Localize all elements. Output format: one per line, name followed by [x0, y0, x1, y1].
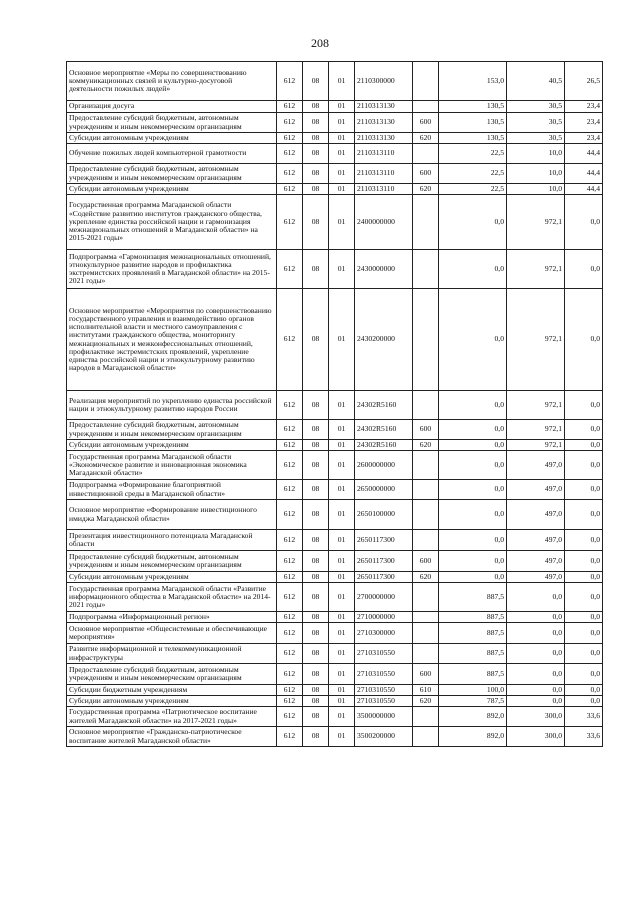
table-row: [67, 707, 603, 727]
cell-admin-code: 612: [277, 707, 303, 727]
cell-section: 08: [303, 164, 329, 184]
cell-name: Основное мероприятие «Формирование инвестиционного имиджа Магаданской области»: [67, 500, 277, 530]
cell-amount-2: 497,0: [507, 530, 565, 551]
cell-name: Субсидии автономным учреждениям: [67, 696, 277, 707]
cell-admin-code: 612: [277, 133, 303, 144]
cell-expense-type: 600: [413, 551, 439, 572]
cell-amount-1: 130,5: [439, 113, 507, 133]
table-row: [67, 101, 603, 113]
cell-expense-type: [413, 289, 439, 391]
cell-expense-type: [413, 451, 439, 480]
cell-amount-3: 0,0: [565, 480, 603, 500]
cell-amount-3: 0,0: [565, 250, 603, 289]
cell-amount-3: 0,0: [565, 530, 603, 551]
cell-admin-code: 612: [277, 62, 303, 101]
cell-subsection: 01: [329, 644, 355, 664]
cell-expense-type: [413, 480, 439, 500]
cell-name: Государственная программа «Патриотическое воспитание жителей Магаданской области» на 2017-2021 годы»: [67, 707, 277, 727]
cell-expense-type: 620: [413, 440, 439, 451]
cell-amount-1: 887,5: [439, 664, 507, 685]
cell-admin-code: 612: [277, 530, 303, 551]
cell-amount-1: 22,5: [439, 164, 507, 184]
cell-target-article: 2600000000: [355, 451, 413, 480]
cell-section: 08: [303, 685, 329, 696]
cell-expense-type: [413, 530, 439, 551]
table-row: [67, 451, 603, 480]
cell-amount-1: 0,0: [439, 391, 507, 420]
table-row: [67, 184, 603, 195]
cell-subsection: 01: [329, 583, 355, 612]
cell-section: 08: [303, 623, 329, 644]
cell-subsection: 01: [329, 572, 355, 583]
cell-amount-2: 0,0: [507, 685, 565, 696]
cell-target-article: 2110313110: [355, 164, 413, 184]
cell-section: 08: [303, 62, 329, 101]
cell-subsection: 01: [329, 144, 355, 164]
cell-expense-type: 620: [413, 184, 439, 195]
cell-expense-type: 620: [413, 572, 439, 583]
table-row: [67, 623, 603, 644]
cell-section: 08: [303, 184, 329, 195]
cell-amount-3: 33,6: [565, 707, 603, 727]
cell-amount-3: 0,0: [565, 500, 603, 530]
cell-amount-1: 130,5: [439, 101, 507, 113]
table-row: [67, 164, 603, 184]
cell-name: Подпрограмма «Гармонизация межнациональных отношений, этнокультурное развитие народов и профилактика экстремистских проявлений в Магаданской области» на 2015-2021 годы»: [67, 250, 277, 289]
cell-amount-1: 130,5: [439, 133, 507, 144]
table-row: [67, 113, 603, 133]
cell-amount-2: 10,0: [507, 184, 565, 195]
cell-admin-code: 612: [277, 572, 303, 583]
cell-amount-2: 972,1: [507, 195, 565, 250]
table-row: [67, 685, 603, 696]
cell-amount-2: 0,0: [507, 664, 565, 685]
table-row: [67, 530, 603, 551]
cell-amount-3: 0,0: [565, 451, 603, 480]
cell-amount-2: 10,0: [507, 144, 565, 164]
cell-target-article: 2110313110: [355, 144, 413, 164]
cell-expense-type: 600: [413, 420, 439, 440]
cell-section: 08: [303, 551, 329, 572]
cell-target-article: 2650117300: [355, 572, 413, 583]
table-row: [67, 664, 603, 685]
cell-amount-3: 0,0: [565, 195, 603, 250]
cell-name: Презентация инвестиционного потенциала Магаданской области: [67, 530, 277, 551]
cell-amount-1: 0,0: [439, 250, 507, 289]
cell-admin-code: 612: [277, 685, 303, 696]
cell-section: 08: [303, 113, 329, 133]
cell-amount-1: 0,0: [439, 530, 507, 551]
cell-admin-code: 612: [277, 184, 303, 195]
cell-amount-2: 0,0: [507, 612, 565, 623]
cell-subsection: 01: [329, 250, 355, 289]
cell-section: 08: [303, 530, 329, 551]
cell-admin-code: 612: [277, 623, 303, 644]
cell-amount-3: 0,0: [565, 551, 603, 572]
cell-amount-3: 23,4: [565, 133, 603, 144]
cell-admin-code: 612: [277, 480, 303, 500]
cell-subsection: 01: [329, 707, 355, 727]
cell-section: 08: [303, 664, 329, 685]
cell-name: Развитие информационной и телекоммуникационной инфраструктуры: [67, 644, 277, 664]
cell-subsection: 01: [329, 420, 355, 440]
cell-admin-code: 612: [277, 113, 303, 133]
cell-admin-code: 612: [277, 289, 303, 391]
cell-target-article: 24302R5160: [355, 440, 413, 451]
cell-section: 08: [303, 289, 329, 391]
cell-expense-type: 620: [413, 133, 439, 144]
table-row: [67, 500, 603, 530]
cell-expense-type: 600: [413, 164, 439, 184]
cell-expense-type: [413, 583, 439, 612]
cell-section: 08: [303, 133, 329, 144]
cell-amount-1: 0,0: [439, 289, 507, 391]
cell-amount-1: 0,0: [439, 451, 507, 480]
cell-target-article: 2710000000: [355, 612, 413, 623]
cell-target-article: 2110300000: [355, 62, 413, 101]
cell-expense-type: [413, 195, 439, 250]
cell-amount-2: 40,5: [507, 62, 565, 101]
cell-subsection: 01: [329, 623, 355, 644]
cell-amount-1: 887,5: [439, 612, 507, 623]
cell-admin-code: 612: [277, 500, 303, 530]
cell-name: Основное мероприятие «Общесистемные и обеспечивающие мероприятия»: [67, 623, 277, 644]
cell-amount-3: 0,0: [565, 420, 603, 440]
table-row: [67, 144, 603, 164]
cell-subsection: 01: [329, 289, 355, 391]
cell-section: 08: [303, 500, 329, 530]
cell-amount-3: 33,6: [565, 727, 603, 747]
cell-expense-type: [413, 623, 439, 644]
cell-admin-code: 612: [277, 612, 303, 623]
cell-amount-1: 0,0: [439, 420, 507, 440]
cell-subsection: 01: [329, 480, 355, 500]
cell-subsection: 01: [329, 696, 355, 707]
cell-expense-type: [413, 707, 439, 727]
cell-target-article: 2650000000: [355, 480, 413, 500]
table-row: [67, 583, 603, 612]
cell-subsection: 01: [329, 184, 355, 195]
cell-name: Государственная программа Магаданской области «Содействие развитию институтов гражданского общества, укрепление единства российской нации и гармонизация межнациональных отношений в Магаданской области» на 2015-2021 годы»: [67, 195, 277, 250]
cell-expense-type: 610: [413, 685, 439, 696]
table-row: [67, 644, 603, 664]
table-row: [67, 551, 603, 572]
cell-admin-code: 612: [277, 727, 303, 747]
cell-amount-3: 0,0: [565, 685, 603, 696]
cell-admin-code: 612: [277, 391, 303, 420]
cell-amount-1: 153,0: [439, 62, 507, 101]
cell-expense-type: [413, 101, 439, 113]
cell-amount-1: 787,5: [439, 696, 507, 707]
cell-amount-3: 0,0: [565, 572, 603, 583]
cell-amount-2: 972,1: [507, 440, 565, 451]
cell-name: Субсидии бюджетным учреждениям: [67, 685, 277, 696]
cell-admin-code: 612: [277, 195, 303, 250]
cell-admin-code: 612: [277, 164, 303, 184]
table-row: [67, 727, 603, 747]
cell-section: 08: [303, 583, 329, 612]
cell-name: Предоставление субсидий бюджетным, автономным учреждениям и иным некоммерческим организациям: [67, 420, 277, 440]
cell-name: Государственная программа Магаданской области «Экономическое развитие и инновационная экономика Магаданской области»: [67, 451, 277, 480]
cell-target-article: 2650117300: [355, 530, 413, 551]
cell-subsection: 01: [329, 451, 355, 480]
cell-amount-3: 23,4: [565, 101, 603, 113]
cell-amount-2: 30,5: [507, 113, 565, 133]
cell-expense-type: [413, 727, 439, 747]
cell-amount-3: 0,0: [565, 644, 603, 664]
cell-target-article: 2650100000: [355, 500, 413, 530]
cell-target-article: 2710310550: [355, 644, 413, 664]
cell-section: 08: [303, 440, 329, 451]
table-row: [67, 480, 603, 500]
cell-subsection: 01: [329, 391, 355, 420]
cell-amount-3: 0,0: [565, 289, 603, 391]
cell-amount-2: 972,1: [507, 391, 565, 420]
cell-amount-2: 0,0: [507, 696, 565, 707]
cell-amount-2: 300,0: [507, 707, 565, 727]
cell-target-article: 2700000000: [355, 583, 413, 612]
cell-amount-3: 0,0: [565, 391, 603, 420]
cell-section: 08: [303, 572, 329, 583]
cell-target-article: 2710310550: [355, 696, 413, 707]
cell-admin-code: 612: [277, 696, 303, 707]
cell-subsection: 01: [329, 500, 355, 530]
cell-target-article: 2430200000: [355, 289, 413, 391]
cell-name: Субсидии автономным учреждениям: [67, 184, 277, 195]
cell-admin-code: 612: [277, 144, 303, 164]
cell-expense-type: 620: [413, 696, 439, 707]
cell-section: 08: [303, 644, 329, 664]
cell-amount-3: 0,0: [565, 440, 603, 451]
cell-section: 08: [303, 144, 329, 164]
cell-admin-code: 612: [277, 664, 303, 685]
cell-amount-1: 0,0: [439, 500, 507, 530]
cell-subsection: 01: [329, 664, 355, 685]
table-row: [67, 391, 603, 420]
cell-amount-1: 0,0: [439, 480, 507, 500]
cell-amount-2: 497,0: [507, 500, 565, 530]
cell-amount-2: 497,0: [507, 451, 565, 480]
cell-target-article: 2710310550: [355, 664, 413, 685]
cell-subsection: 01: [329, 164, 355, 184]
cell-admin-code: 612: [277, 644, 303, 664]
cell-section: 08: [303, 391, 329, 420]
cell-name: Организация досуга: [67, 101, 277, 113]
cell-target-article: 2710300000: [355, 623, 413, 644]
cell-amount-1: 0,0: [439, 551, 507, 572]
cell-expense-type: 600: [413, 664, 439, 685]
cell-amount-1: 892,0: [439, 727, 507, 747]
table-row: [67, 612, 603, 623]
cell-name: Подпрограмма «Формирование благоприятной инвестиционной среды в Магаданской области»: [67, 480, 277, 500]
cell-amount-2: 10,0: [507, 164, 565, 184]
cell-amount-3: 0,0: [565, 696, 603, 707]
cell-admin-code: 612: [277, 551, 303, 572]
cell-expense-type: [413, 500, 439, 530]
table-row: [67, 133, 603, 144]
cell-amount-2: 972,1: [507, 420, 565, 440]
cell-subsection: 01: [329, 62, 355, 101]
cell-amount-2: 30,5: [507, 133, 565, 144]
cell-amount-2: 300,0: [507, 727, 565, 747]
table-row: [67, 420, 603, 440]
table-row: [67, 289, 603, 391]
cell-target-article: 2400000000: [355, 195, 413, 250]
cell-target-article: 3500000000: [355, 707, 413, 727]
cell-subsection: 01: [329, 530, 355, 551]
cell-section: 08: [303, 707, 329, 727]
cell-section: 08: [303, 101, 329, 113]
cell-target-article: 2430000000: [355, 250, 413, 289]
cell-name: Предоставление субсидий бюджетным, автономным учреждениям и иным некоммерческим организациям: [67, 113, 277, 133]
cell-amount-1: 887,5: [439, 644, 507, 664]
cell-expense-type: [413, 612, 439, 623]
cell-amount-1: 887,5: [439, 583, 507, 612]
cell-amount-3: 0,0: [565, 664, 603, 685]
cell-amount-2: 0,0: [507, 583, 565, 612]
table-row: [67, 250, 603, 289]
cell-section: 08: [303, 612, 329, 623]
cell-amount-1: 0,0: [439, 572, 507, 583]
cell-amount-1: 887,5: [439, 623, 507, 644]
cell-subsection: 01: [329, 551, 355, 572]
cell-subsection: 01: [329, 685, 355, 696]
page-number: 208: [311, 36, 329, 50]
cell-name: Реализация мероприятий по укреплению единства российской нации и этнокультурному развитию народов России: [67, 391, 277, 420]
cell-amount-2: 0,0: [507, 644, 565, 664]
cell-name: Основное мероприятие «Мероприятия по совершенствованию государственного управления и взаимодействию органов исполнительной власти и местного самоуправления с институтами гражданского общества, мониторингу межнациональных и межконфессиональных отношений, профилактике экстремистских проявлений, укрепление единства российской нации и этнокультурному развитию народов в Магаданской области»: [67, 289, 277, 391]
cell-amount-3: 23,4: [565, 113, 603, 133]
cell-name: Основное мероприятие «Гражданско-патриотическое воспитание жителей Магаданской области»: [67, 727, 277, 747]
cell-name: Обучение пожилых людей компьютерной грамотности: [67, 144, 277, 164]
cell-expense-type: [413, 62, 439, 101]
table-row: [67, 195, 603, 250]
table-row: [67, 440, 603, 451]
cell-expense-type: 600: [413, 113, 439, 133]
cell-section: 08: [303, 696, 329, 707]
cell-target-article: 2650117300: [355, 551, 413, 572]
cell-name: Субсидии автономным учреждениям: [67, 572, 277, 583]
cell-amount-3: 44,4: [565, 144, 603, 164]
cell-name: Субсидии автономным учреждениям: [67, 133, 277, 144]
cell-amount-2: 0,0: [507, 623, 565, 644]
cell-subsection: 01: [329, 440, 355, 451]
budget-table: [66, 61, 603, 747]
cell-section: 08: [303, 250, 329, 289]
cell-admin-code: 612: [277, 440, 303, 451]
table-body: [67, 62, 603, 747]
cell-target-article: 2110313130: [355, 113, 413, 133]
cell-amount-1: 22,5: [439, 144, 507, 164]
cell-section: 08: [303, 480, 329, 500]
cell-amount-3: 44,4: [565, 164, 603, 184]
cell-section: 08: [303, 195, 329, 250]
cell-section: 08: [303, 420, 329, 440]
cell-name: Основное мероприятие «Меры по совершенствованию коммуникационных связей и культурно-досуговой деятельности пожилых людей»: [67, 62, 277, 101]
cell-amount-1: 892,0: [439, 707, 507, 727]
cell-name: Предоставление субсидий бюджетным, автономным учреждениям и иным некоммерческим организациям: [67, 164, 277, 184]
cell-amount-3: 0,0: [565, 612, 603, 623]
cell-name: Подпрограмма «Информационный регион»: [67, 612, 277, 623]
cell-subsection: 01: [329, 133, 355, 144]
cell-expense-type: [413, 391, 439, 420]
cell-target-article: 2710310550: [355, 685, 413, 696]
cell-subsection: 01: [329, 195, 355, 250]
cell-amount-3: 0,0: [565, 623, 603, 644]
cell-target-article: 24302R5160: [355, 391, 413, 420]
cell-target-article: 3500200000: [355, 727, 413, 747]
table-row: [67, 62, 603, 101]
cell-section: 08: [303, 451, 329, 480]
cell-amount-2: 972,1: [507, 289, 565, 391]
cell-amount-3: 0,0: [565, 583, 603, 612]
cell-name: Предоставление субсидий бюджетным, автономным учреждениям и иным некоммерческим организациям: [67, 551, 277, 572]
table-row: [67, 696, 603, 707]
cell-subsection: 01: [329, 101, 355, 113]
cell-section: 08: [303, 727, 329, 747]
cell-target-article: 24302R5160: [355, 420, 413, 440]
cell-amount-3: 26,5: [565, 62, 603, 101]
cell-amount-2: 30,5: [507, 101, 565, 113]
cell-amount-2: 972,1: [507, 250, 565, 289]
cell-amount-2: 497,0: [507, 572, 565, 583]
cell-expense-type: [413, 250, 439, 289]
cell-amount-2: 497,0: [507, 551, 565, 572]
cell-amount-3: 44,4: [565, 184, 603, 195]
cell-amount-1: 22,5: [439, 184, 507, 195]
cell-amount-1: 0,0: [439, 440, 507, 451]
cell-subsection: 01: [329, 113, 355, 133]
cell-admin-code: 612: [277, 250, 303, 289]
cell-admin-code: 612: [277, 420, 303, 440]
cell-name: Государственная программа Магаданской области «Развитие информационного общества в Магаданской области» на 2014-2021 годы»: [67, 583, 277, 612]
cell-target-article: 2110313130: [355, 133, 413, 144]
cell-target-article: 2110313110: [355, 184, 413, 195]
cell-admin-code: 612: [277, 451, 303, 480]
cell-subsection: 01: [329, 612, 355, 623]
cell-name: Предоставление субсидий бюджетным, автономным учреждениям и иным некоммерческим организациям: [67, 664, 277, 685]
cell-admin-code: 612: [277, 101, 303, 113]
table-row: [67, 572, 603, 583]
cell-admin-code: 612: [277, 583, 303, 612]
cell-name: Субсидии автономным учреждениям: [67, 440, 277, 451]
cell-subsection: 01: [329, 727, 355, 747]
cell-amount-1: 0,0: [439, 195, 507, 250]
cell-amount-2: 497,0: [507, 480, 565, 500]
cell-target-article: 2110313130: [355, 101, 413, 113]
cell-expense-type: [413, 644, 439, 664]
cell-expense-type: [413, 144, 439, 164]
cell-amount-1: 100,0: [439, 685, 507, 696]
